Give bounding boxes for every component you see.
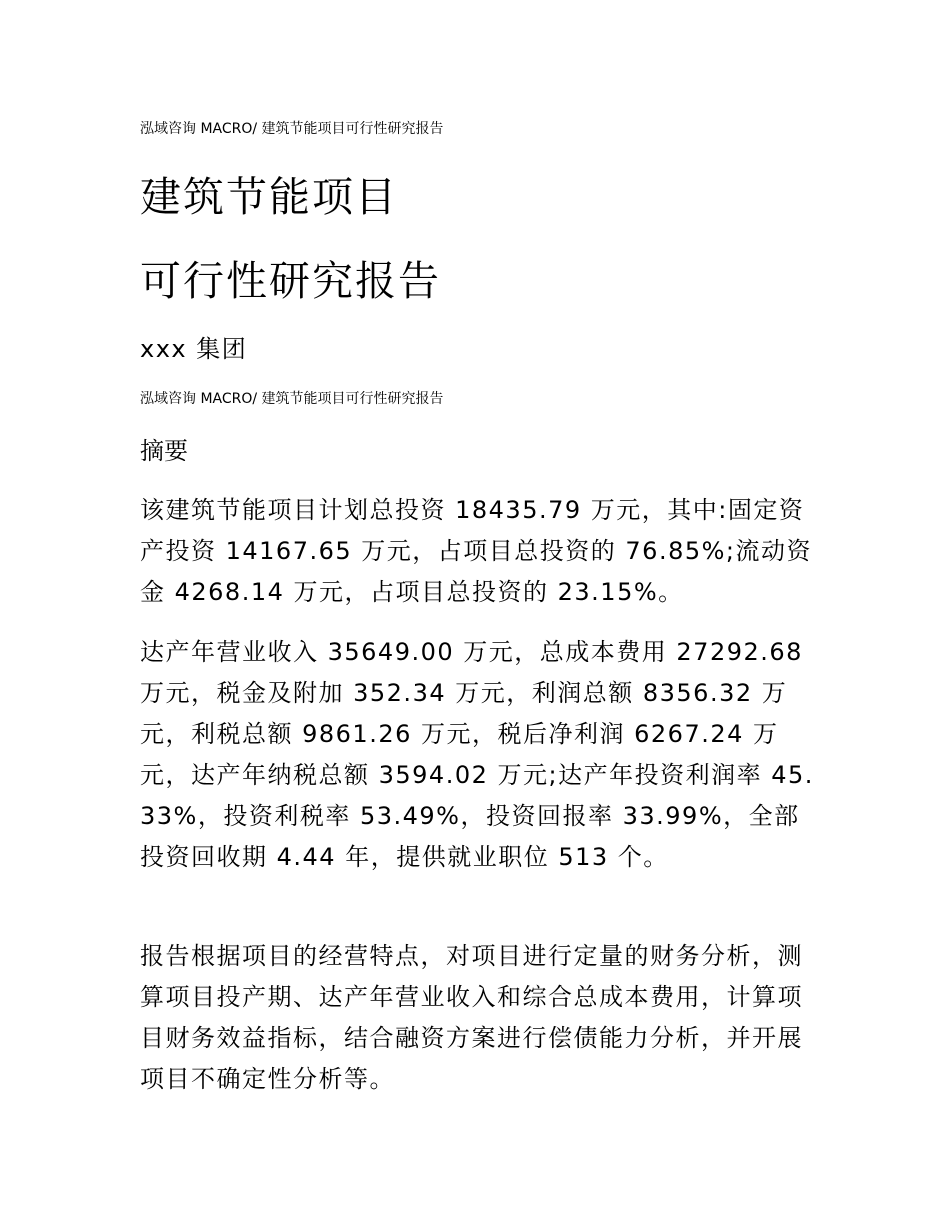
abstract-paragraph-investment: 该建筑节能项目计划总投资 18435.79 万元，其中:固定资产投资 14167.65 万元，占项目总投资的 76.85%;流动资金 4268.14 万元，占项目总投资的 23.15%。	[140, 496, 812, 606]
running-header-repeat: 泓域咨询 MACRO/ 建筑节能项目可行性研究报告	[140, 391, 444, 407]
running-header: 泓域咨询 MACRO/ 建筑节能项目可行性研究报告	[140, 121, 444, 137]
report-title-line-1: 建筑节能项目	[140, 173, 398, 221]
company-name: xxx 集团	[140, 335, 248, 363]
abstract-heading: 摘要	[140, 437, 188, 465]
report-title-line-2: 可行性研究报告	[140, 257, 441, 305]
abstract-paragraph-financials: 达产年营业收入 35649.00 万元，总成本费用 27292.68 万元，税金及附加 352.34 万元，利润总额 8356.32 万元，利税总额 9861.26 万元，税后净利润 6267.24 万元，达产年纳税总额 3594.02 万元;达产年投资利润率 45.33%，投资利税率 53.49%，投资回报率 33.99%，全部投资回收期 4.44 年，提供就业职位 513 个。	[140, 638, 814, 871]
abstract-paragraph-analysis: 报告根据项目的经营特点，对项目进行定量的财务分析，测算项目投产期、达产年营业收入和综合总成本费用，计算项目财务效益指标，结合融资方案进行偿债能力分析，并开展项目不确定性分析等。	[140, 942, 803, 1093]
